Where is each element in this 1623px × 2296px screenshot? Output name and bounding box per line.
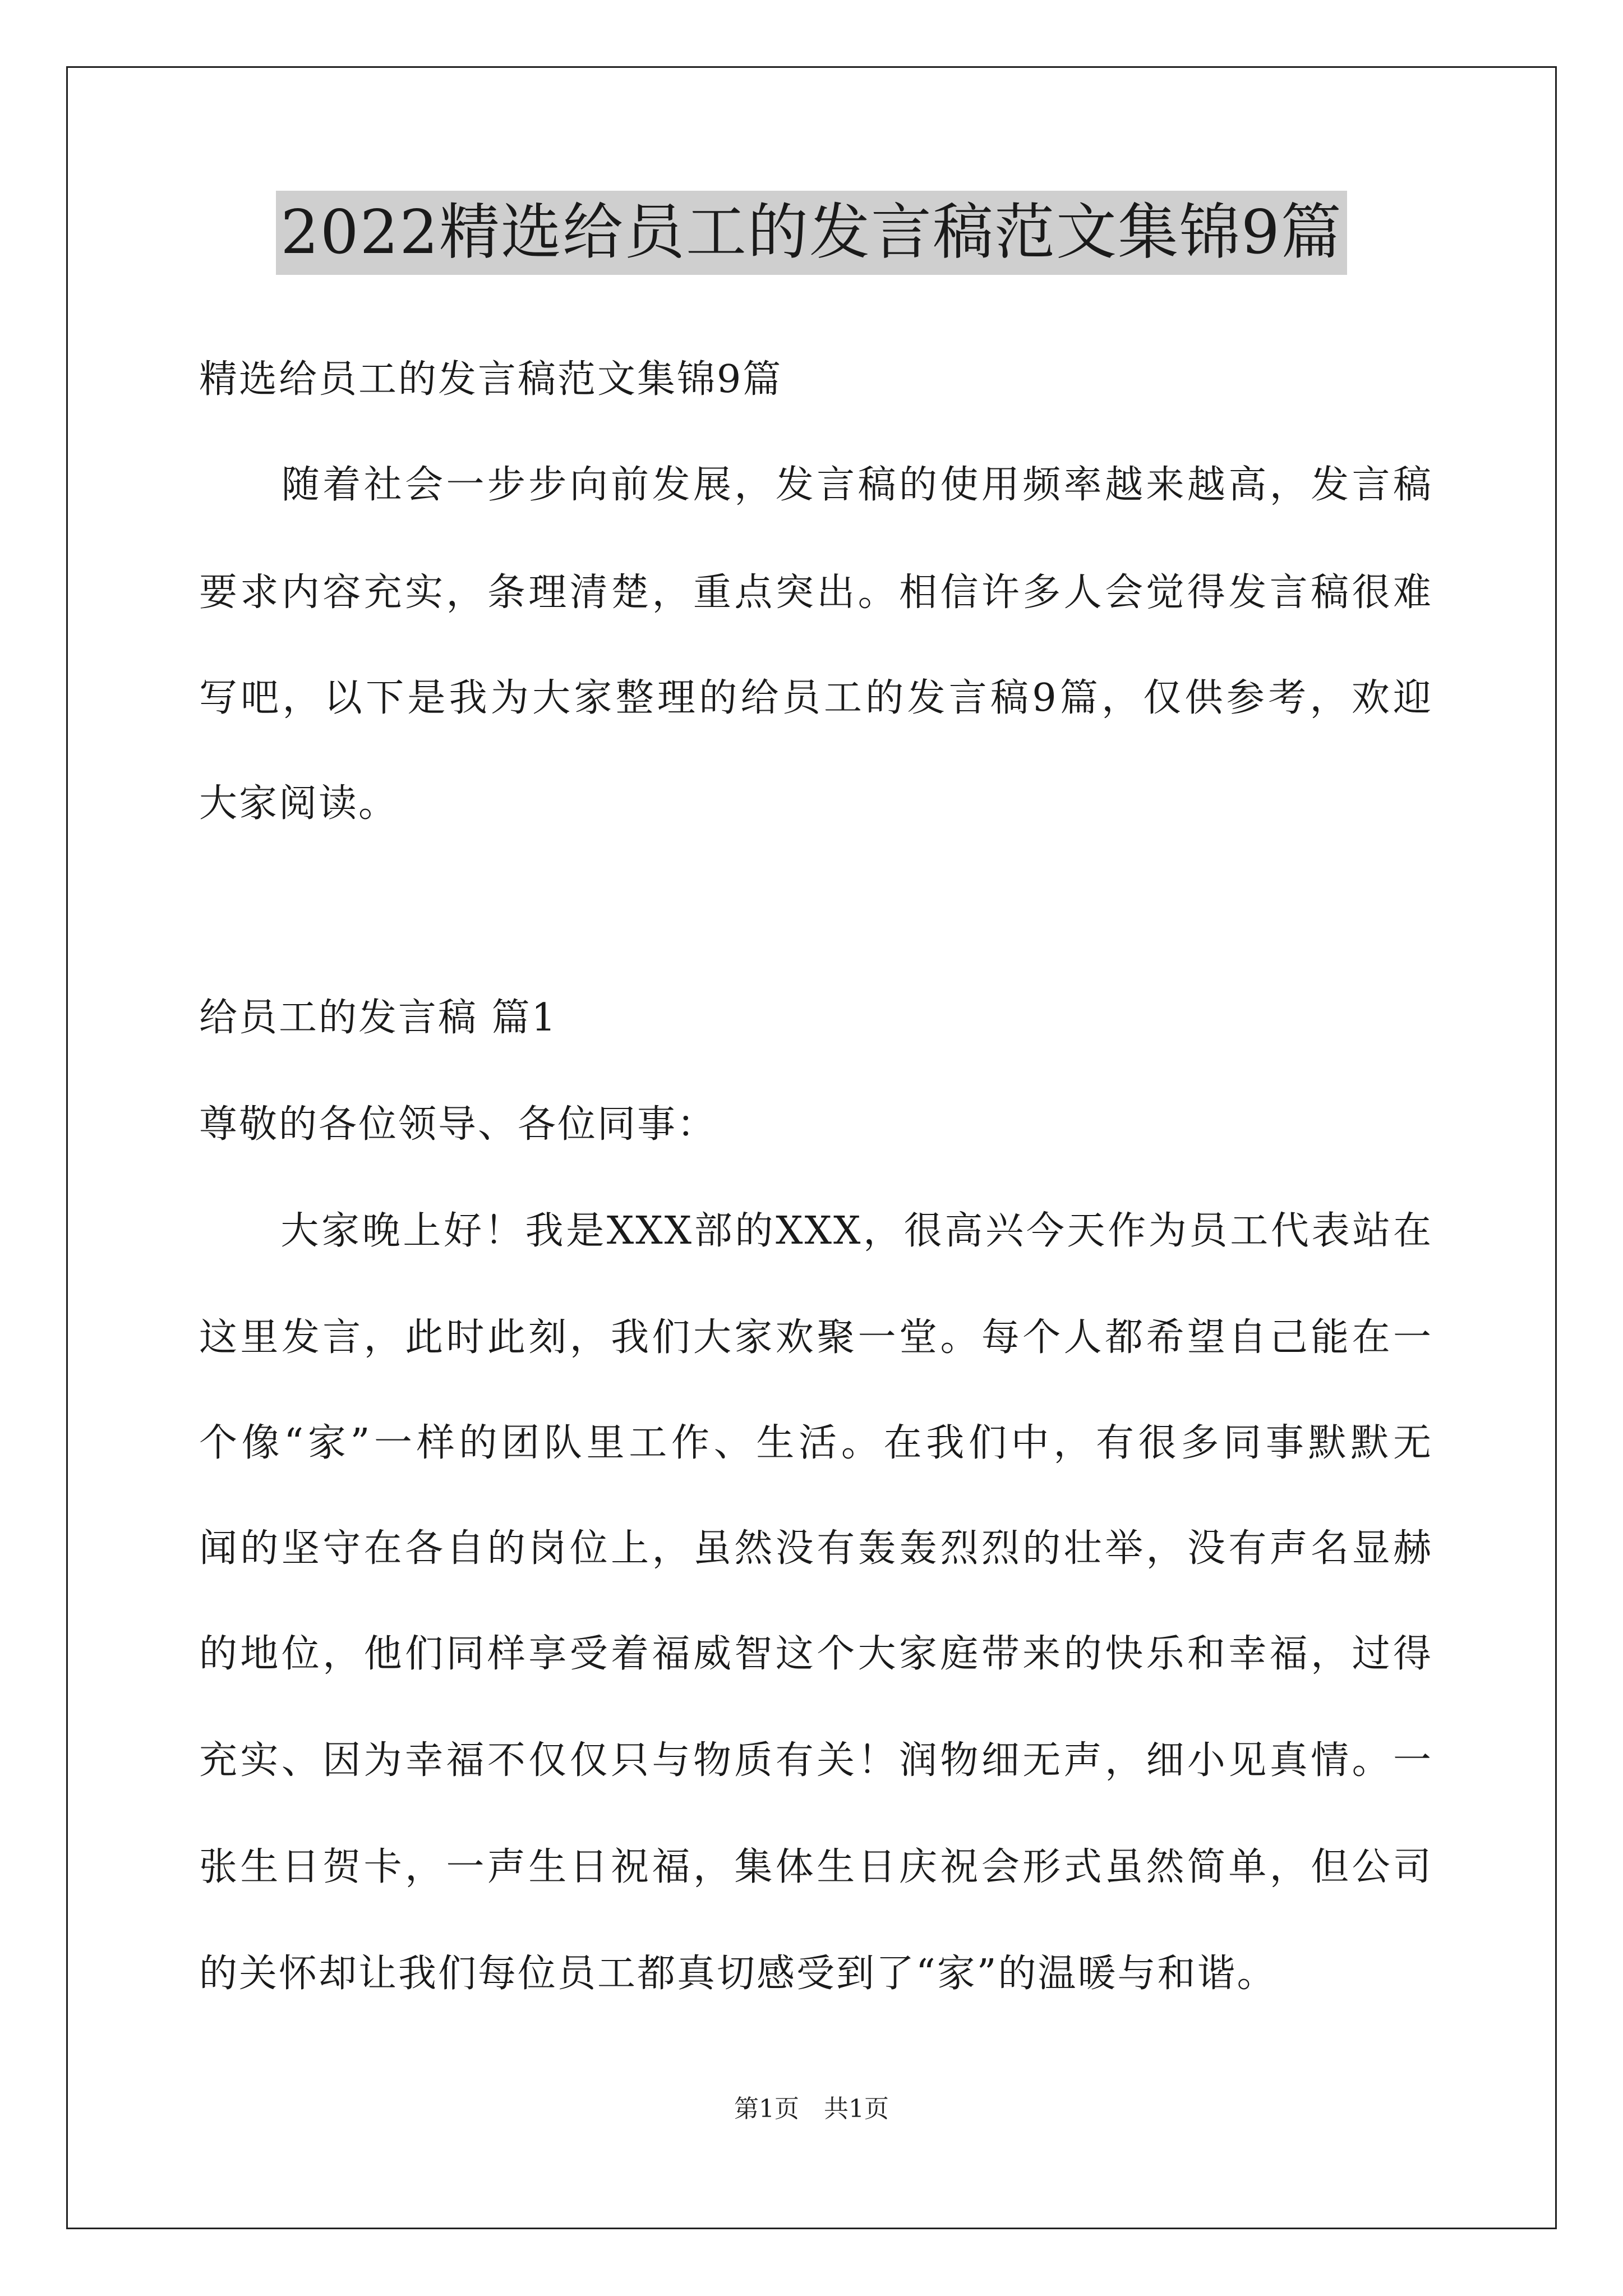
body-line-2: 这里发言，此时此刻，我们大家欢聚一堂。每个人都希望自己能在一 <box>199 1315 1433 1360</box>
intro-line-3: 写吧，以下是我为大家整理的给员工的发言稿9篇，仅供参考，欢迎 <box>199 676 1433 720</box>
section-heading: 给员工的发言稿 篇1 <box>199 996 557 1040</box>
document-title: 2022精选给员工的发言稿范文集锦9篇 <box>276 191 1347 275</box>
body-line-1: 大家晚上好！我是XXX部的XXX，很高兴今天作为员工代表站在 <box>199 1209 1433 1253</box>
intro-line-1: 随着社会一步步向前发展，发言稿的使用频率越来越高，发言稿 <box>199 463 1433 507</box>
title-container <box>0 191 1623 275</box>
intro-line-4: 大家阅读。 <box>199 781 399 826</box>
body-line-7: 张生日贺卡，一声生日祝福，集体生日庆祝会形式虽然简单，但公司 <box>199 1845 1433 1889</box>
body-line-8: 的关怀却让我们每位员工都真切感受到了“家”的温暖与和谐。 <box>199 1952 1277 1996</box>
intro-line-2: 要求内容充实，条理清楚，重点突出。相信许多人会觉得发言稿很难 <box>199 570 1433 615</box>
body-line-3: 个像“家”一样的团队里工作、生活。在我们中，有很多同事默默无 <box>199 1421 1433 1465</box>
document-subtitle: 精选给员工的发言稿范文集锦9篇 <box>199 357 783 402</box>
body-line-5: 的地位，他们同样享受着福威智这个大家庭带来的快乐和幸福，过得 <box>199 1632 1433 1676</box>
page-footer: 第1页 共1页 <box>734 2095 889 2123</box>
salutation: 尊敬的各位领导、各位同事： <box>199 1102 717 1147</box>
body-line-4: 闻的坚守在各自的岗位上，虽然没有轰轰烈烈的壮举，没有声名显赫 <box>199 1526 1433 1571</box>
body-line-6: 充实、因为幸福不仅仅只与物质有关！润物细无声，细小见真情。一 <box>199 1738 1433 1783</box>
